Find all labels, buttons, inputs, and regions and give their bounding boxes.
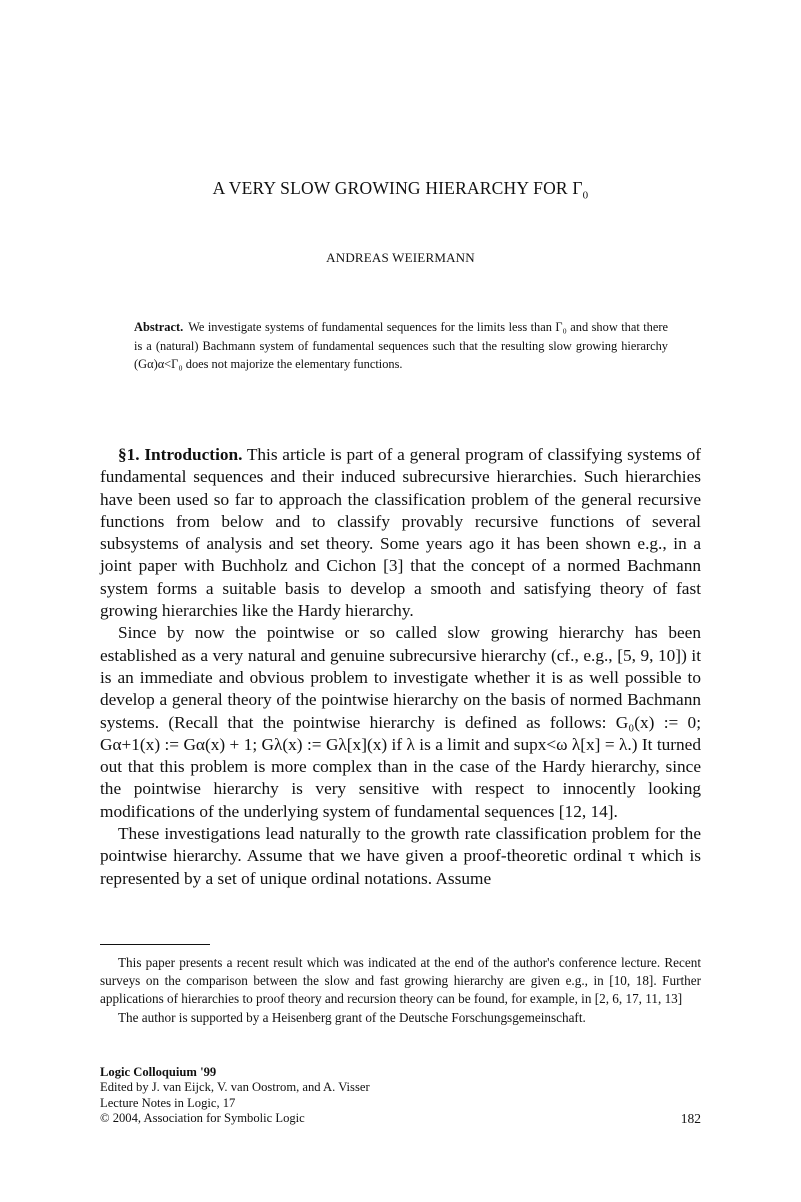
series: Lecture Notes in Logic, 17 xyxy=(100,1095,236,1110)
paper-title: A VERY SLOW GROWING HIERARCHY FOR $\Gamma_0$ xyxy=(212,178,589,202)
abstract-label: Abstract. xyxy=(134,320,184,334)
paragraph: Since by now the pointwise or so called slow growing hierarchy has been established as a very natural and genuine subrecursive hierarchy (cf., e.g., [5, 9, 10]) it is an immediate and obvious problem to investigate whether it is as well possible to develop a general theory of the pointwise hierarchy on the basis of normed Bachmann systems. (Recall that the pointwise hierarchy is defined as follows: G₀(x) := 0; Gα+1(x) := Gα(x) + 1; Gλ(x) := Gλ[x](x) if λ is a limit and supx<ω λ[x] = λ.) It turned out that this problem is more complex than in the case of the Hardy hierarchy, since the pointwise hierarchy is very sensitive with respect to innocently looking modifications of the underlying system of fundamental sequences [12, 14]. xyxy=(100,623,701,821)
paragraph: These investigations lead naturally to the growth rate classification problem for the pointwise hierarchy. Assume that we have given a proof-theoretic ordinal τ which is represented by a set of unique ordinal notations. Assume xyxy=(100,824,701,888)
footnote: This paper presents a recent result which was indicated at the end of the author's conference lecture. Recent surveys on the comparison between the slow and fast growing hierarchy are given e.g., in [10, 18]. Further applications of hierarchies to proof theory and recursion theory can be found, for example, in [2, 6, 17, 11, 13] xyxy=(100,955,701,1007)
footnotes xyxy=(100,954,701,1027)
copyright: © 2004, Association for Symbolic Logic xyxy=(100,1110,305,1125)
author-name: ANDREAS WEIERMANN xyxy=(326,250,475,265)
footnote: The author is supported by a Heisenberg grant of the Deutsche Forschungsgemeinschaft. xyxy=(118,1009,586,1025)
page-number: 182 xyxy=(680,1110,701,1126)
imprint xyxy=(100,1065,701,1126)
main-text xyxy=(100,444,701,890)
paragraph: §1. Introduction. This article is part of a general program of classifying systems of fundamental sequences and their induced subrecursive hierarchies. Such hierarchies have been used so far to approach the classification problem of the general recursive functions from below and to classify provably recursive functions of several subsystems of analysis and set theory. Some years ago it has been shown e.g., in a joint paper with Buchholz and Cichon [3] that the concept of a normed Bachmann system forms a suitable basis to develop a smooth and satisfying theory of fast growing hierarchies like the Hardy hierarchy. xyxy=(100,445,701,621)
abstract xyxy=(134,318,668,374)
section-heading: §1. Introduction. xyxy=(118,445,243,464)
footnote-rule xyxy=(100,944,210,945)
conference-name: Logic Colloquium '99 xyxy=(100,1065,217,1079)
editors: Edited by J. van Eijck, V. van Oostrom, and A. Visser xyxy=(100,1080,370,1095)
abstract-text: We investigate systems of fundamental sequences for the limits less than Γ₀ and show that there is a (natural) Bachmann system of fundamental sequences such that the resulting slow growing hierarchy (Gα)α<Γ₀ does not majorize the elementary functions. xyxy=(134,320,668,371)
